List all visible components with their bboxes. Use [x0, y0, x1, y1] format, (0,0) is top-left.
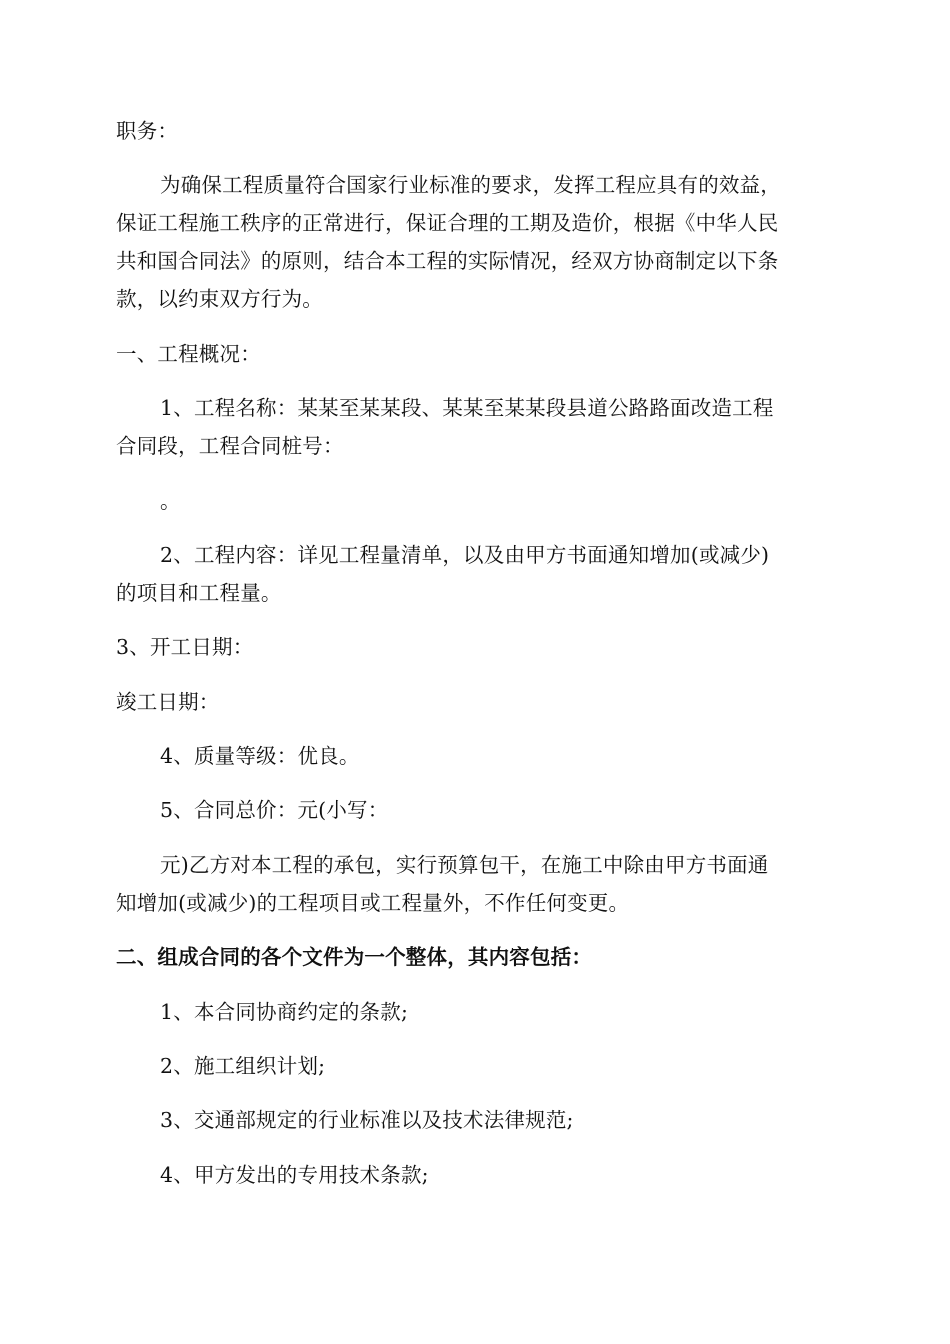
section-heading-2: 二、组成合同的各个文件为一个整体，其内容包括：: [116, 945, 593, 969]
contract-document-item-2: 2、施工组织计划;: [160, 1054, 326, 1078]
item-2-line-1: 2、工程内容：详见工程量清单，以及由甲方书面通知增加(或减少): [160, 543, 770, 567]
preamble-line-4: 款，以约束双方行为。: [116, 287, 323, 311]
item-1-line-1: 1、工程名称：某某至某某段、某某至某某段县道公路路面改造工程: [160, 396, 774, 420]
section-heading-1: 一、工程概况：: [116, 342, 261, 366]
item-5-contract-price: 5、合同总价：元(小写：: [160, 798, 389, 822]
item-4-quality: 4、质量等级：优良。: [160, 744, 360, 768]
item-2-line-2: 的项目和工程量。: [116, 581, 282, 605]
item-5-line-2: 元)乙方对本工程的承包，实行预算包干，在施工中除由甲方书面通: [160, 853, 769, 877]
preamble-line-2: 保证工程施工秩序的正常进行，保证合理的工期及造价，根据《中华人民: [116, 211, 779, 235]
item-3-completion-date: 竣工日期：: [116, 690, 220, 714]
item-1-end-mark: 。: [160, 489, 181, 513]
item-1-line-2: 合同段，工程合同桩号：: [116, 434, 344, 458]
preamble-line-1: 为确保工程质量符合国家行业标准的要求，发挥工程应具有的效益，: [160, 173, 781, 197]
contract-document-item-3: 3、交通部规定的行业标准以及技术法律规范;: [160, 1108, 574, 1132]
preamble-line-3: 共和国合同法》的原则，结合本工程的实际情况，经双方协商制定以下条: [116, 249, 779, 273]
position-label: 职务：: [116, 119, 179, 143]
contract-document-item-4: 4、甲方发出的专用技术条款;: [160, 1163, 429, 1187]
item-5-line-3: 知增加(或减少)的工程项目或工程量外，不作任何变更。: [116, 891, 630, 915]
item-3-start-date: 3、开工日期：: [116, 635, 254, 659]
contract-document-item-1: 1、本合同协商约定的条款;: [160, 1000, 409, 1024]
